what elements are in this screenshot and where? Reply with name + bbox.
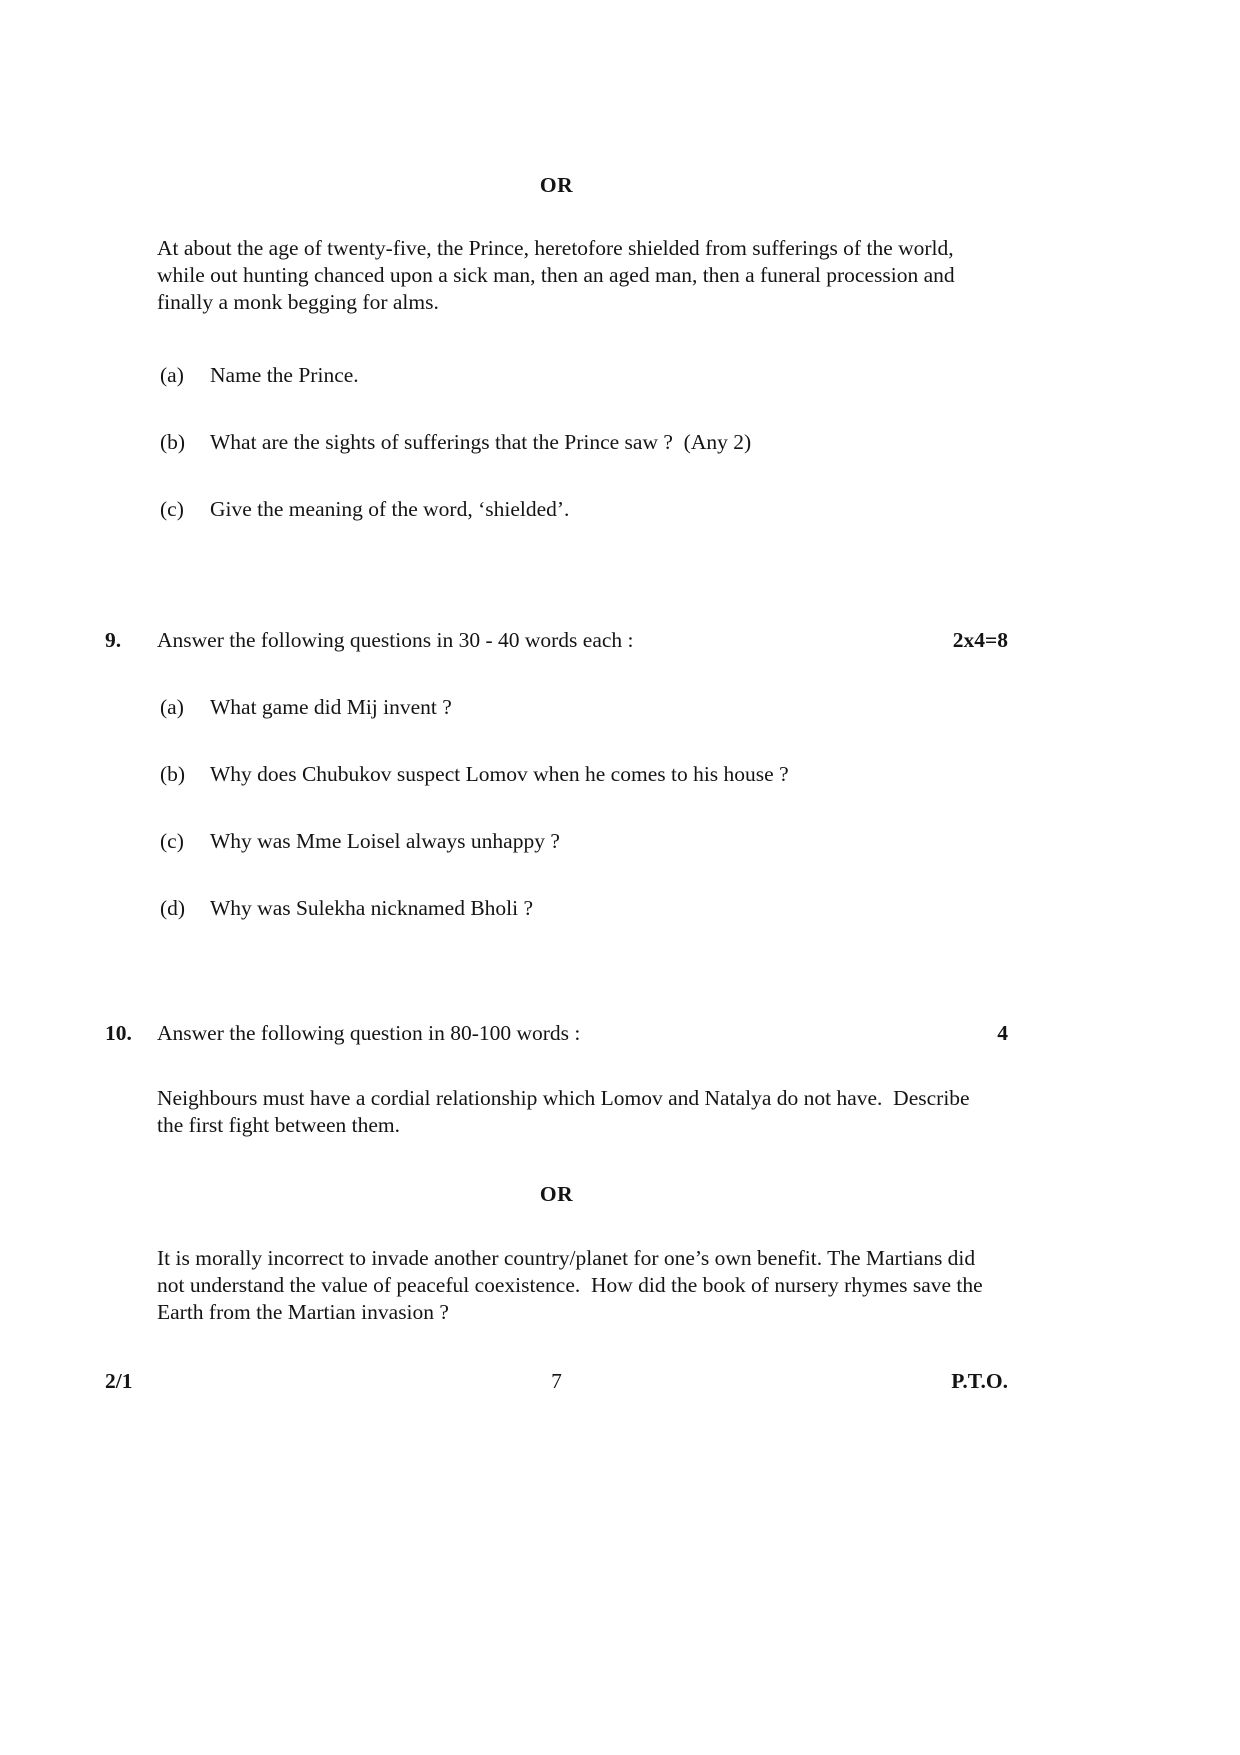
sub-question-text: What game did Mij invent ? — [210, 695, 452, 719]
paper-code: 2/1 — [105, 1369, 133, 1393]
sub-question-text: Why does Chubukov suspect Lomov when he comes to his house ? — [210, 762, 789, 786]
passage-martians: It is morally incorrect to invade another country/planet for one’s own benefit. The Martians did not understand the value of peaceful coexistence. How did the book of nursery rhymes save the Earth from the Martian invasion ? — [157, 1246, 989, 1324]
sub-question-text: What are the sights of sufferings that the Prince saw ? (Any 2) — [210, 430, 752, 454]
question-10-row — [105, 1020, 1008, 1047]
or-heading-top: OR — [539, 173, 574, 197]
question-text: Answer the following question in 80-100 words : — [157, 1021, 581, 1045]
or-heading-q10: OR — [539, 1182, 574, 1206]
page-content — [105, 0, 1008, 1326]
sub-question-text: Give the meaning of the word, ‘shielded’. — [210, 497, 570, 521]
sub-question-row — [160, 895, 1008, 922]
passage-neighbours: Neighbours must have a cordial relationship which Lomov and Natalya do not have. Describe the first fight between them. — [157, 1086, 975, 1137]
question-marks: 2x4=8 — [952, 628, 1008, 652]
question-9-row — [105, 627, 1008, 654]
sub-question-label: (c) — [160, 497, 184, 521]
page-number: 7 — [551, 1369, 562, 1393]
sub-question-label: (a) — [160, 695, 184, 719]
sub-question-label: (b) — [160, 430, 186, 454]
sub-question-row — [160, 496, 1008, 523]
sub-question-row — [160, 429, 1008, 456]
sub-question-row — [160, 761, 1008, 788]
question-number: 9. — [105, 628, 122, 652]
sub-question-text: Why was Mme Loisel always unhappy ? — [210, 829, 560, 853]
passage-prince: At about the age of twenty-five, the Prince, heretofore shielded from sufferings of the world, while out hunting chanced upon a sick man, then an aged man, then a funeral procession and finally a monk begging for alms. — [157, 236, 961, 314]
page-footer — [105, 1368, 1008, 1395]
pto-label: P.T.O. — [951, 1369, 1008, 1393]
question-text: Answer the following questions in 30 - 40 words each : — [157, 628, 634, 652]
sub-question-label: (d) — [160, 896, 186, 920]
sub-question-text: Why was Sulekha nicknamed Bholi ? — [210, 896, 534, 920]
sub-question-row — [160, 362, 1008, 389]
sub-question-row — [160, 694, 1008, 721]
sub-question-label: (a) — [160, 363, 184, 387]
sub-question-label: (c) — [160, 829, 184, 853]
question-marks: 4 — [997, 1021, 1008, 1045]
sub-question-text: Name the Prince. — [210, 363, 359, 387]
sub-question-label: (b) — [160, 762, 186, 786]
sub-question-row — [160, 828, 1008, 855]
question-number: 10. — [105, 1021, 132, 1045]
